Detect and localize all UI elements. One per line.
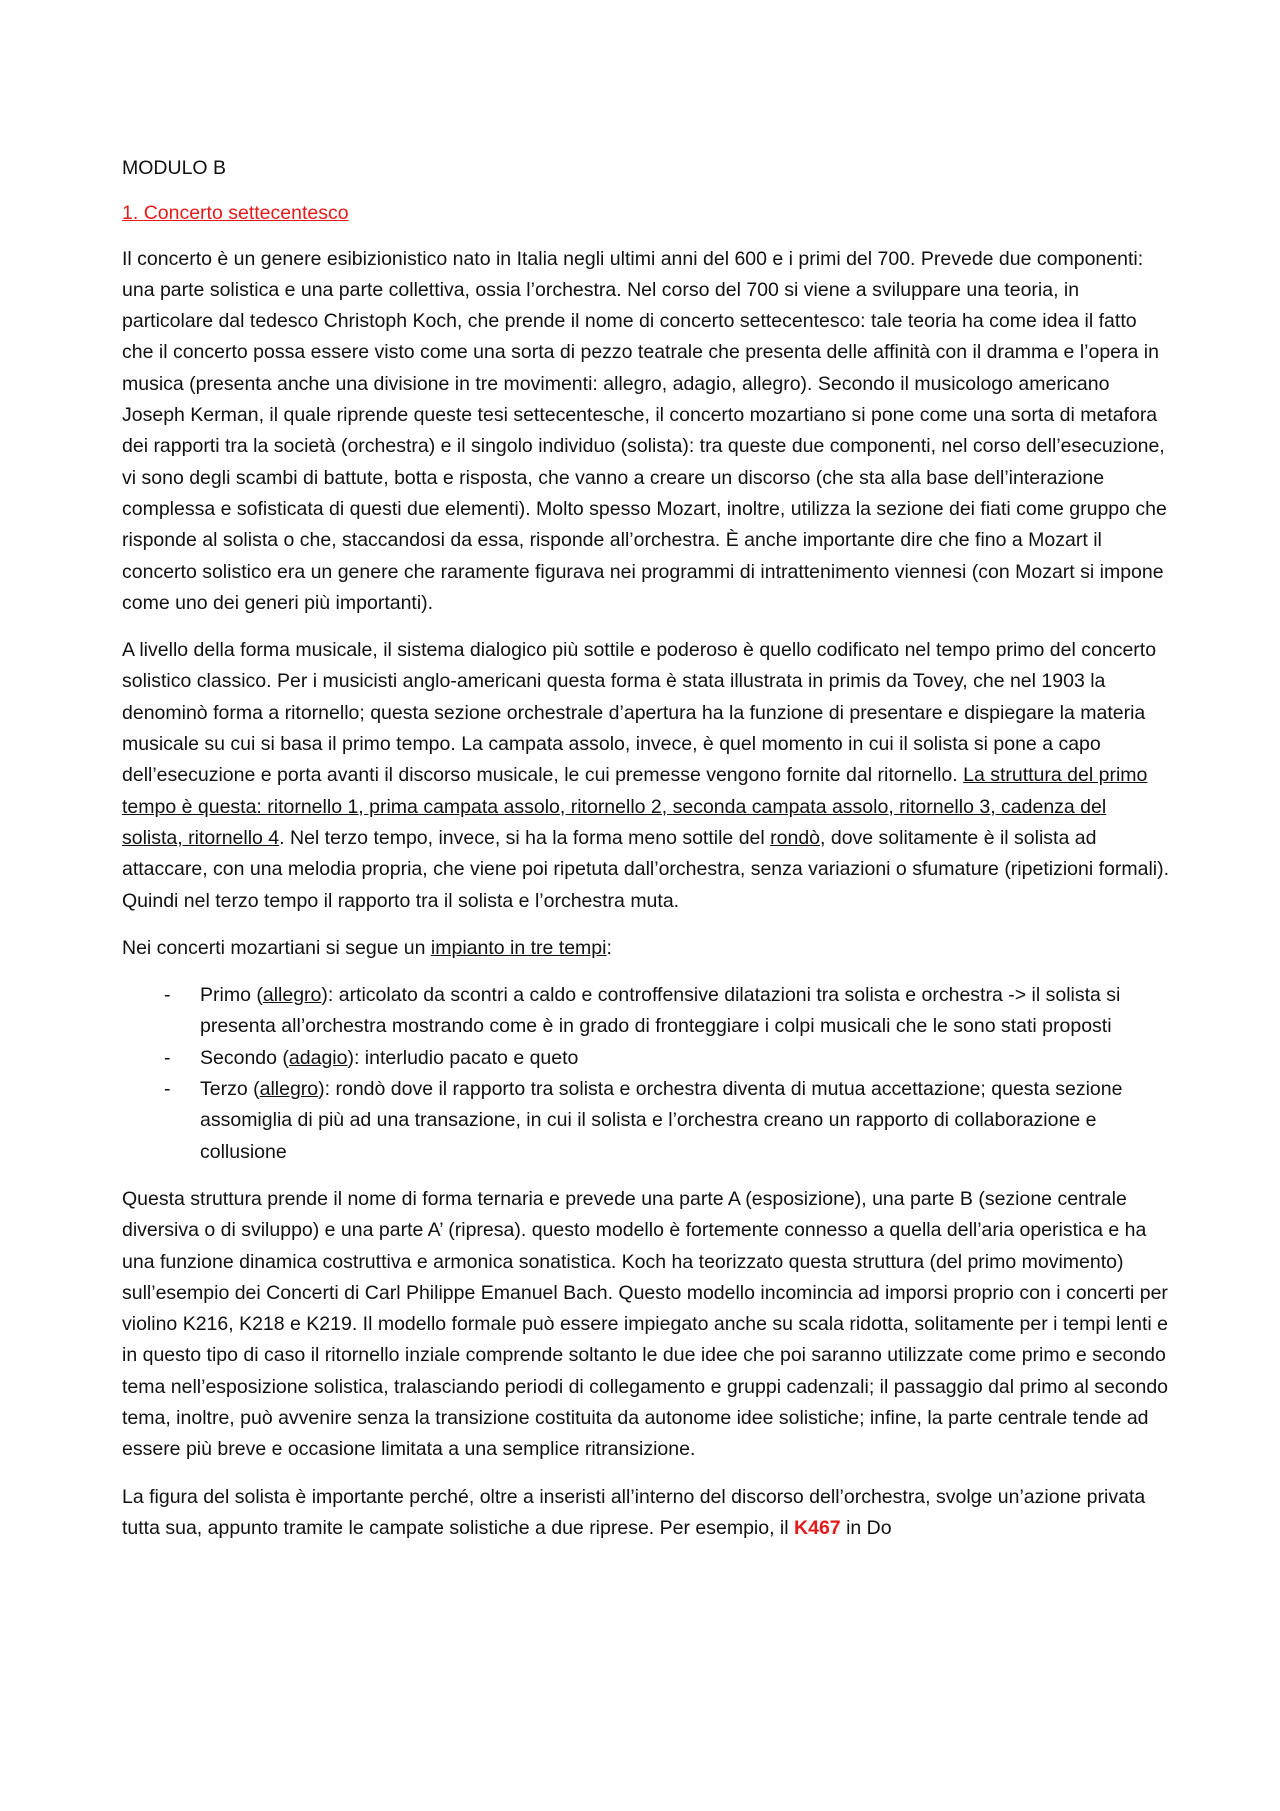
paragraph-intro: Il concerto è un genere esibizionistico nato in Italia negli ultimi anni del 600 e i primi del 700. Prevede due componenti: una parte solistica e una parte collettiva, ossia l’orchestra. Nel corso del 700 si viene a sviluppare una teoria, in particolare dal tedesco Christoph Koch, che prende il nome di concerto settecentesco: tale teoria ha come idea il fatto che il concerto possa essere visto come una sorta di pezzo teatrale che presenta delle affinità con il dramma e l’opera in musica (presenta anche una divisione in tre movimenti: allegro, adagio, allegro). Secondo il musicologo americano Joseph Kerman, il quale riprende queste tesi settecentesche, il concerto mozartiano si pone come una sorta di metafora dei rapporti tra la società (orchestra) e il singolo individuo (solista): tra queste due componenti, nel corso dell’esecuzione, vi sono degli scambi di battute, botta e risposta, che vanno a creare un discorso (che sta alla base dell’interazione complessa e sofisticata di questi due elementi). Molto spesso Mozart, inoltre, utilizza la sezione dei fiati come gruppo che risponde al solista o che, staccandosi da essa, risponde all’orchestra. È anche importante dire che fino a Mozart il concerto solistico era un genere che raramente figurava nei programmi di intrattenimento viennesi (con Mozart si impone come uno dei generi più importanti). <box>122 247 1167 614</box>
tempo-marking: adagio <box>288 1046 348 1069</box>
three-tempi-term: impianto in tre tempi <box>430 936 607 959</box>
section-heading <box>122 198 1170 229</box>
rondo-term: rondò <box>770 826 821 849</box>
paragraph-ternary-form: Questa struttura prende il nome di forma ternaria e prevede una parte A (esposizione), una parte B (sezione centrale diversiva o di sviluppo) e una parte A’ (ripresa). questo modello è fortemente connesso a quella dell’aria operistica e ha una funzione dinamica costruttiva e armonica sonatistica. Koch ha teorizzato questa struttura (del primo movimento) sull’esempio dei Concerti di Carl Philippe Emanuel Bach. Questo modello incomincia ad imporsi proprio con i concerti per violino K216, K218 e K219. Il modello formale può essere impiegato anche su scala ridotta, solitamente per i tempi lenti e in questo tipo di caso il ritornello inziale comprende soltanto le due idee che poi saranno utilizzate come primo e secondo tema nell’esposizione solistica, tralasciando periodi di collegamento e gruppi cadenzali; il passaggio dal primo al secondo tema, inoltre, può avvenire senza la transizione costituita da autonome idee solistiche; infine, la parte centrale tende ad essere più breve e occasione limitata a una semplice ritransizione. <box>122 1187 1169 1461</box>
paragraph-soloist: La figura del solista è importante perché, oltre a inseristi all’interno del discorso dell’orchestra, svolge un’azione privata tutta sua, appunto tramite le campate solistiche a due riprese. Per esempio, il K467 in Do <box>122 1485 1146 1539</box>
module-title: MODULO B <box>122 157 227 179</box>
section-title: Concerto settecentesco <box>143 202 349 225</box>
k467-highlight: K467 <box>794 1516 841 1539</box>
tempo-marking: allegro <box>259 1078 319 1101</box>
list-item: - Primo (allegro): articolato da scontri a caldo e controffensive dilatazioni tra solista e orchestra -> il solista si presenta all’orchestra mostrando come è in grado di fronteggiare i colpi musicali che le sono stati proposti <box>122 980 1170 1043</box>
list-item: - Terzo (allegro): rondò dove il rapporto tra solista e orchestra diventa di mutua accettazione; questa sezione assomiglia di più ad una transazione, in cui il solista e l’orchestra creano un rapporto di collaborazione e collusione <box>122 1074 1170 1168</box>
paragraph-three-tempi: Nei concerti mozartiani si segue un impianto in tre tempi: <box>122 936 612 959</box>
tempo-marking: allegro <box>262 984 322 1007</box>
paragraph-form: A livello della forma musicale, il sistema dialogico più sottile e poderoso è quello codificato nel tempo primo del concerto solistico classico. Per i musicisti anglo-americani questa forma è stata illustrata in primis da Tovey, che nel 1903 la denominò forma a ritornello; questa sezione orchestrale d’apertura ha la funzione di presentare e dispiegare la materia musicale su cui si basa il primo tempo. La campata assolo, invece, è quel momento in cui il solista si pone a capo dell’esecuzione e porta avanti il discorso musicale, le cui premesse vengono fornite dal ritornello. La struttura del primo tempo è questa: ritornello 1, prima campata assolo, ritornello 2, seconda campata assolo, ritornello 3, cadenza del solista, ritornello 4. Nel terzo tempo, invece, si ha la forma meno sottile del rondò, dove solitamente è il solista ad attaccare, con una melodia propria, che viene poi ripetuta dall’orchestra, senza variazioni o sfumature (ripetizioni formali). Quindi nel terzo tempo il rapporto tra il solista e l’orchestra muta. <box>122 639 1170 912</box>
list-item: - Secondo (adagio): interludio pacato e queto <box>122 1043 1170 1074</box>
first-movement-structure: La struttura del primo tempo è questa: ritornello 1, prima campata assolo, ritornello 2, seconda campata assolo, ritornello 3, cadenza del solista, ritornello 4 <box>122 764 1148 849</box>
movements-list <box>122 980 1170 1168</box>
section-number: 1. <box>122 202 139 225</box>
